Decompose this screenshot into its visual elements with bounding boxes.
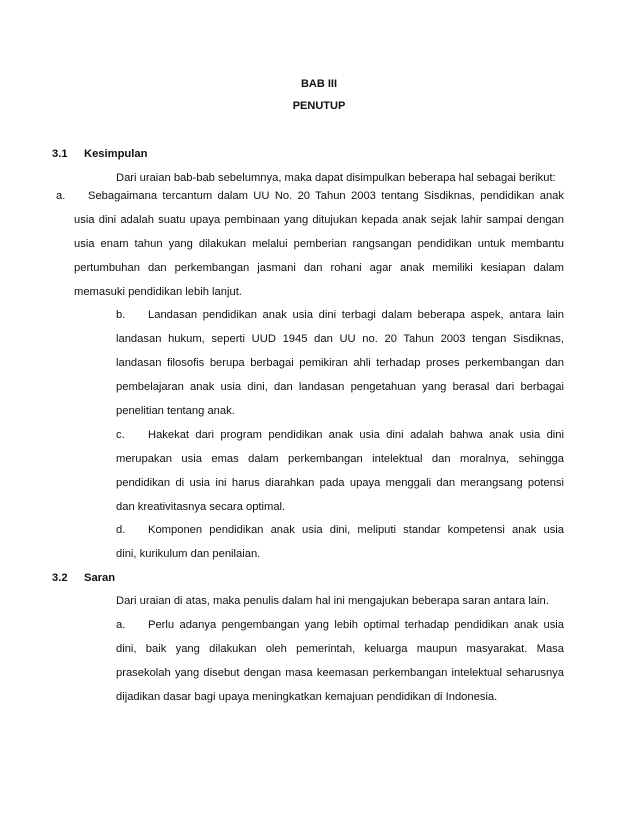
paragraph-line: pertumbuhan dan perkembangan jasmani dan rohani agar anak memiliki kesiapan dalam	[74, 262, 564, 274]
list-marker: c.	[116, 429, 125, 441]
list-marker: a.	[56, 190, 66, 202]
list-marker: a.	[116, 619, 126, 631]
section-number: 3.1	[52, 148, 68, 160]
paragraph-line: Komponen pendidikan anak usia dini, meliputi standar kompetensi anak usia	[148, 524, 564, 536]
section-number: 3.2	[52, 572, 68, 584]
section-title: Saran	[84, 572, 116, 584]
paragraph-line: dini, kurikulum dan penilaian.	[116, 548, 261, 560]
paragraph-line: Landasan pendidikan anak usia dini terbagi dalam beberapa aspek, antara lain	[148, 309, 564, 321]
paragraph-line: Hakekat dari program pendidikan anak usia dini adalah bahwa anak usia dini	[148, 429, 564, 441]
section-title: Kesimpulan	[84, 148, 148, 160]
paragraph-line: pembelajaran anak usia dini, dan landasan pengetahuan yang berasal dari berbagai	[116, 381, 564, 393]
list-marker: d.	[116, 524, 126, 536]
paragraph-line: Sebagaimana tercantum dalam UU No. 20 Tahun 2003 tentang Sisdiknas, pendidikan anak	[88, 190, 564, 202]
paragraph-line: penelitian tentang anak.	[116, 405, 235, 417]
paragraph-line: landasan filosofis berupa berbagai pemikiran ahli terhadap proses perkembangan dan	[116, 357, 564, 369]
paragraph-line: Perlu adanya pengembangan yang lebih optimal terhadap pendidikan anak usia	[148, 619, 564, 631]
section-intro: Dari uraian di atas, maka penulis dalam hal ini mengajukan beberapa saran antara lain.	[116, 595, 549, 607]
paragraph-line: dan kreativitasnya secara optimal.	[116, 501, 286, 513]
paragraph-line: landasan hukum, seperti UUD 1945 dan UU no. 20 Tahun 2003 tengan Sisdiknas,	[116, 333, 564, 345]
section-intro: Dari uraian bab-bab sebelumnya, maka dapat disimpulkan beberapa hal sebagai berikut:	[116, 172, 556, 184]
paragraph-line: pendidikan di usia ini harus diarahkan pada upaya menggali dan merangsang potensi	[116, 477, 564, 489]
chapter-heading: BAB III	[300, 78, 338, 90]
list-marker: b.	[116, 309, 126, 321]
paragraph-line: usia enam tahun yang dilakukan melalui pemberian rangsangan pendidikan untuk membantu	[74, 238, 564, 250]
paragraph-line: dini, baik yang dilakukan oleh pemerintah, keluarga maupun masyarakat. Masa	[116, 643, 564, 655]
paragraph-line: merupakan usia emas dalam perkembangan intelektual dan moralnya, sehingga	[116, 453, 564, 465]
paragraph-line: memasuki pendidikan lebih lanjut.	[74, 286, 242, 298]
paragraph-line: dijadikan dasar bagi upaya meningkatkan kemajuan pendidikan di Indonesia.	[116, 691, 498, 703]
chapter-title: PENUTUP	[292, 100, 346, 112]
paragraph-line: prasekolah yang disebut dengan masa keemasan perkembangan intelektual seharusnya	[116, 667, 564, 679]
paragraph-line: usia dini adalah suatu upaya pembinaan yang ditujukan kepada anak sejak lahir sampai dengan	[74, 214, 564, 226]
